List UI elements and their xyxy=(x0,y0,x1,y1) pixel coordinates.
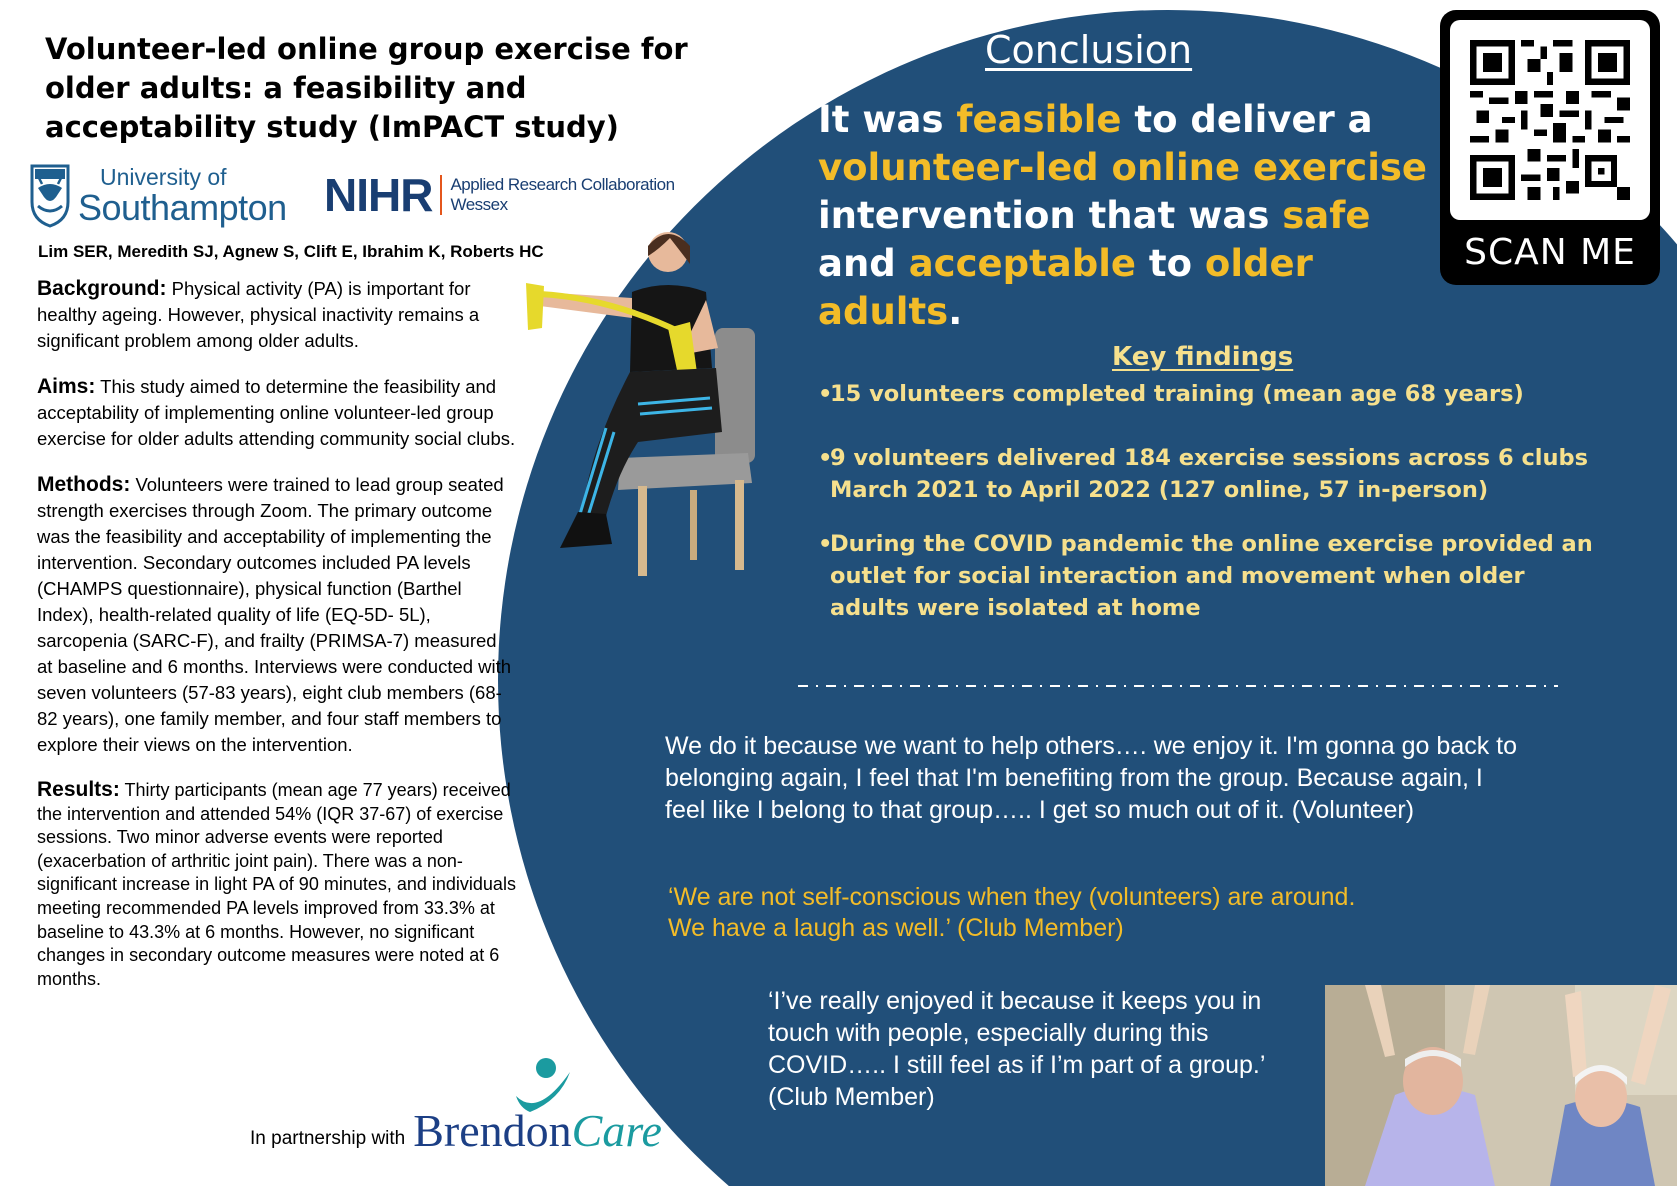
conclusion-highlight-feasible: feasible xyxy=(956,98,1122,141)
key-finding-item: • 9 volunteers delivered 184 exercise sessions across 6 clubs March 2021 to April 2022 (127 online, 57 in-person) xyxy=(818,442,1608,506)
background-section xyxy=(37,276,517,354)
conclusion-highlight-intervention: volunteer-led online exercise xyxy=(818,146,1428,189)
conclusion-highlight-acceptable: acceptable xyxy=(908,242,1137,285)
key-finding-item: • 15 volunteers completed training (mean age 68 years) xyxy=(818,378,1608,410)
conclusion-highlight-safe: safe xyxy=(1282,194,1371,237)
conclusion-text-3: intervention that was xyxy=(818,194,1283,237)
southampton-crest-icon xyxy=(30,164,70,228)
methods-section xyxy=(37,472,517,758)
methods-text: Volunteers were trained to lead group seated strength exercises through Zoom. The primary outcome was the feasibility and acceptability of implementing the intervention. Secondary outcomes included PA levels (CHAMPS questionnaire), physical function (Barthel Index), health-related quality of life (EQ-5D- 5L), sarcopenia (SARC-F), and frailty (PRIMSA-7) measured at baseline and 6 months. Interviews were conducted with seven volunteers (57-83 years), eight club members (68-82 years), one family member, and four staff members to explore their views on the intervention. xyxy=(37,474,512,755)
conclusion-text-2: to deliver a xyxy=(1121,98,1373,141)
southampton-wordmark xyxy=(78,165,287,227)
aims-section xyxy=(37,374,517,452)
key-findings-heading: Key findings xyxy=(1112,342,1294,372)
author-list: Lim SER, Meredith SJ, Agnew S, Clift E, Ibrahim K, Roberts HC xyxy=(38,242,544,261)
qr-code-card[interactable] xyxy=(1440,10,1660,285)
club-member-quote-2: ‘I’ve really enjoyed it because it keeps you in touch with people, especially during this COVID….. I still feel as if I’m part of a group.’ (Club Member) xyxy=(768,987,1265,1111)
university-of-southampton-logo xyxy=(30,164,287,228)
nihr-divider xyxy=(440,175,442,215)
seated-exercise-photo xyxy=(520,228,800,590)
qr-code-icon[interactable] xyxy=(1470,40,1630,200)
background-text: Physical activity (PA) is important for healthy ageing. However, physical inactivity remains a significant problem among older adults. xyxy=(37,278,480,351)
conclusion-statement xyxy=(818,96,1428,336)
conclusion-text-5: to xyxy=(1136,242,1205,285)
aims-text: This study aimed to determine the feasibility and acceptability of implementing online volunteer-led group exercise for older adults attending community social clubs. xyxy=(37,376,516,449)
results-heading: Results: xyxy=(37,778,120,801)
scan-me-label: SCAN ME xyxy=(1464,232,1636,273)
abstract-column xyxy=(37,276,517,1011)
conclusion-heading: Conclusion xyxy=(985,28,1193,72)
conclusion-text-6: . xyxy=(948,290,963,333)
brendon-wordmark-part2: Care xyxy=(571,1105,662,1156)
volunteer-quote: We do it because we want to help others…. we enjoy it. I'm gonna go back to belonging again, I feel that I'm benefiting from the group. Because again, I feel like I belong to that group….. I get so much out of it. (Volunteer) xyxy=(665,732,1518,824)
qr-code-background xyxy=(1450,20,1650,220)
nihr-subtitle-line1: Applied Research Collaboration xyxy=(450,175,675,194)
older-adults-exercising-photo xyxy=(1325,985,1677,1186)
partnership-block xyxy=(250,1056,662,1156)
key-finding-item: • During the COVID pandemic the online exercise provided an outlet for social interaction and movement when older adults were isolated at home xyxy=(818,528,1608,624)
nihr-subtitle-line2: Wessex xyxy=(450,195,508,214)
aims-heading: Aims: xyxy=(37,375,96,398)
club-member-quote-1: ‘We are not self-conscious when they (volunteers) are around. We have a laugh as well.’ (Club Member) xyxy=(668,883,1356,942)
brendon-wordmark-part1: Brendon xyxy=(413,1105,572,1156)
background-heading: Background: xyxy=(37,277,167,300)
conclusion-highlight-older-adults: older adults xyxy=(818,242,1313,333)
results-text: Thirty participants (mean age 77 years) received the intervention and attended 54% (IQR 37-67) of exercise sessions. Two minor adverse events were reported (exacerbation of arthritic joint pain). There was a non-significant increase in light PA of 90 minutes, and individuals meeting recommended PA levels improved from 33.3% at baseline to 43.3% at 6 months. However, no significant changes in secondary outcome measures were noted at 6 months. xyxy=(37,780,516,989)
poster-title: Volunteer-led online group exercise for older adults: a feasibility and acceptability study (ImPACT study) xyxy=(45,32,688,144)
partnership-label: In partnership with xyxy=(250,1128,406,1149)
conclusion-text-4: and xyxy=(818,242,909,285)
southampton-wordmark-line1: University of xyxy=(100,164,227,190)
conclusion-text-1: It was xyxy=(818,98,957,141)
section-divider xyxy=(798,682,1558,690)
brendon-care-logo xyxy=(413,1056,662,1156)
nihr-arc-wessex-logo xyxy=(324,169,675,221)
nihr-subtitle xyxy=(450,175,674,215)
results-section xyxy=(37,778,517,991)
nihr-mark: NIHR xyxy=(324,169,433,221)
southampton-wordmark-line2: Southampton xyxy=(78,187,287,228)
brendon-care-wordmark xyxy=(413,1106,662,1156)
methods-heading: Methods: xyxy=(37,473,131,496)
key-findings-list xyxy=(818,378,1608,624)
